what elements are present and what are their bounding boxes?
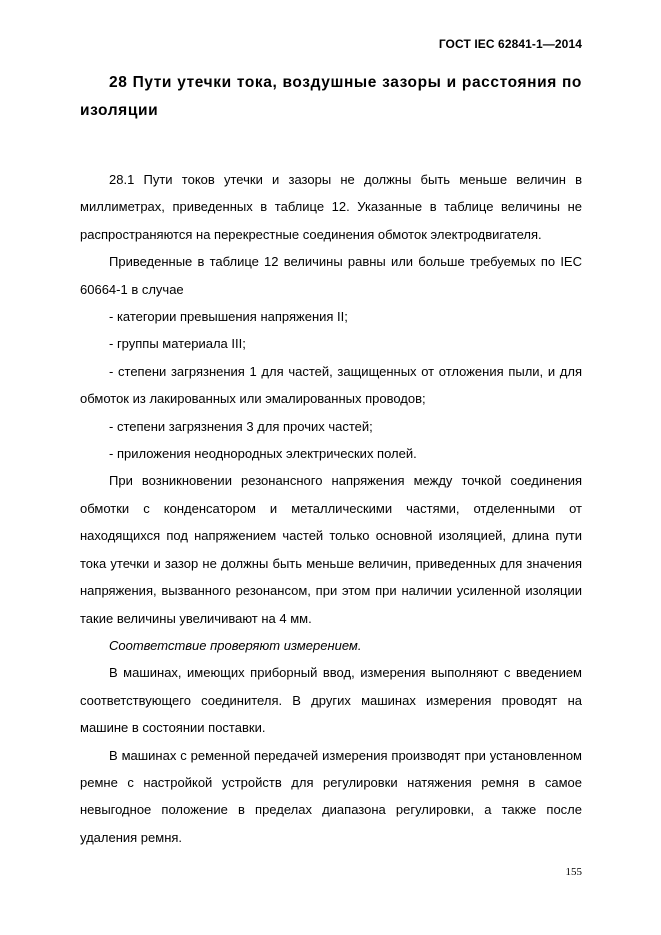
page-number: 155 bbox=[565, 866, 582, 878]
list-item-inhomogeneous-fields: - приложения неоднородных электрических полей. bbox=[109, 446, 417, 462]
document-standard-header: ГОСТ IEC 62841-1—2014 bbox=[438, 37, 582, 51]
paragraph-resonance-voltage: При возникновении резонансного напряжения между точкой соединения обмотки с конденсатором и металлическими частями, отделенными от находящихся под напряжением частей только основной изоляцией, длина пути тока утечки и зазор не должны быть меньше величин, приведенных для значения напряжения, вызванного резонансом, при этом при наличии усиленной изоляции такие величины увеличивают на 4 мм. bbox=[80, 473, 582, 626]
list-item-material-group: - группы материала III; bbox=[109, 336, 246, 352]
paragraph-compliance-check: Соответствие проверяют измерением. bbox=[109, 637, 362, 653]
list-item-overvoltage-category: - категории превышения напряжения II; bbox=[109, 309, 348, 325]
paragraph-appliance-inlet: В машинах, имеющих приборный ввод, измерения выполняют с введением соответствующего соединителя. В других машинах измерения проводят на машине в состоянии поставки. bbox=[80, 665, 582, 736]
list-item-pollution-degree-1: - степени загрязнения 1 для частей, защищенных от отложения пыли, и для обмоток из лакированных или эмалированных проводов; bbox=[80, 363, 582, 407]
list-item-pollution-degree-3: - степени загрязнения 3 для прочих частей; bbox=[109, 418, 373, 434]
paragraph-28-1: 28.1 Пути токов утечки и зазоры не должны быть меньше величин в миллиметрах, приведенных в таблице 12. Указанные в таблице величины не распространяются на перекрестные соединения обмоток электродвигателя. bbox=[80, 172, 582, 242]
paragraph-iec-reference: Приведенные в таблице 12 величины равны или больше требуемых по IEC 60664-1 в случае bbox=[80, 254, 582, 297]
paragraph-belt-drive: В машинах с ременной передачей измерения производят при установленном ремне с настройкой устройств для регулировки натяжения ремня в самое невыгодное положение в пределах диапазона регулировки, а также после удаления ремня. bbox=[80, 747, 582, 845]
section-heading bbox=[80, 69, 582, 125]
section-number: 28 bbox=[109, 74, 128, 91]
section-title-text: Пути утечки тока, воздушные зазоры и расстояния по изоляции bbox=[80, 74, 582, 119]
document-body bbox=[80, 166, 582, 851]
